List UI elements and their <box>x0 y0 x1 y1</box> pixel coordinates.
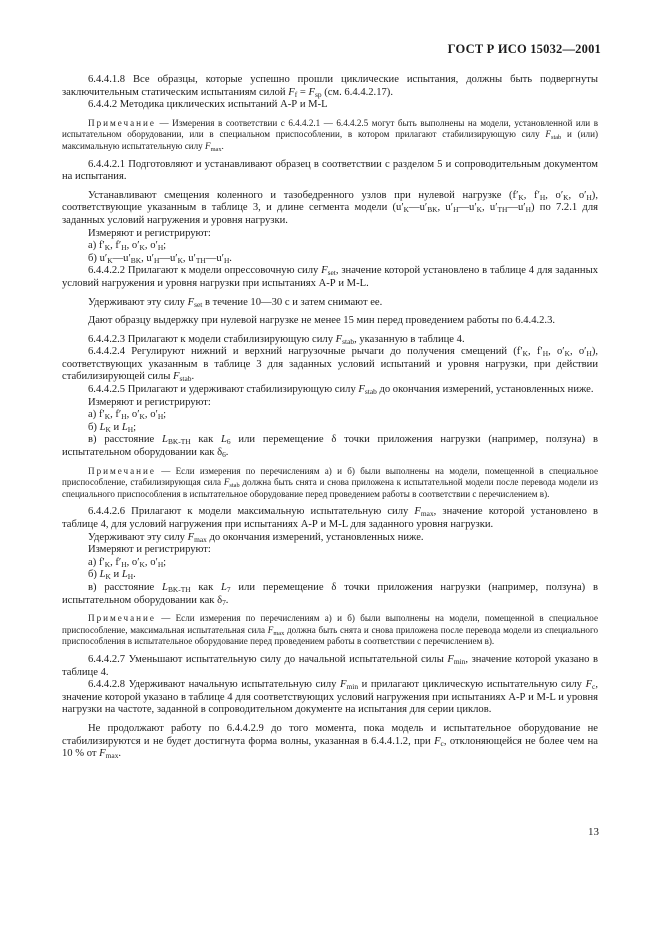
paragraph: 6.4.4.2.4 Регулируют нижний и верхний нагрузочные рычаги до получения смещений ($f'_K$, $f'_H$, $o'_K$, $o'_H$), соответствующих указанным в таблице 3 для заданных условий испытаний и уровня нагрузки, при действии стабилизирующей силы $F_{stab}$. <box>62 346 598 384</box>
paragraph: Не продолжают работу по 6.4.4.2.9 до того момента, пока модель и испытательное оборудование не стабилизируются и не будет достигнута форма волны, указанная в 6.4.4.1.2, при $F_c$, отклоняющейся не более чем на 10 % от $F_{max}$. <box>62 722 598 761</box>
note-paragraph: Примечание — Если измерения по перечислениям а) и б) были выполнены на модели, помещенной в специальное приспособление, максимальная испытательная сила $F_{max}$ должна быть снята и снова приложена после перевода модели из специального приспособления в испытательное оборудование перед проведением работы в соответствии с перечислением в). <box>62 613 598 647</box>
paragraph: 6.4.4.2.3 Прилагают к модели стабилизирующую силу $F_{stab}$, указанную в таблице 4. <box>88 333 465 346</box>
document-body <box>62 74 598 761</box>
paragraph: 6.4.4.2.2 Прилагают к модели опрессовочную силу $F_{set}$, значение которой установлено в таблице 4 для заданных условий нагружения и уровня нагрузки при испытаниях А-Р и М-L. <box>62 265 599 289</box>
paragraph: 6.4.4.2.7 Уменьшают испытательную силу до начальной испытательной силы $F_{min}$, значение которой указано в таблице 4. <box>62 653 598 678</box>
page-number: 13 <box>588 826 599 838</box>
list-item: а) $f'_K$, $f'_H$, $o'_K$, $o'_H$; <box>88 240 167 253</box>
paragraph: 6.4.4.2.8 Удерживают начальную испытательную силу $F_{min}$ и прилагают циклическую испытательную силу $F_c$, значение которой указано в таблице 4 для соответствующих условий нагружения при испытаниях А-Р и М-L и уровня нагрузки на частоте, заданной в сопроводительном документе на испытания для серии циклов. <box>62 679 598 716</box>
paragraph: Измеряют и регистрируют: <box>88 396 211 408</box>
paragraph: Измеряют и регистрируют: <box>88 544 211 556</box>
list-item: б) $L_K$ и $L_H$. <box>88 569 136 582</box>
document-header: ГОСТ Р ИСО 15032—2001 <box>447 42 601 56</box>
list-item: в) расстояние $L_{BK-TH}$ как $L_6$ или перемещение δ точки приложения нагрузки (например, ползуна) в испытательном оборудовании как $\delta_6$. <box>62 434 598 460</box>
paragraph: 6.4.4.1.8 Все образцы, которые успешно прошли циклические испытания, должны быть подвергнуты заключительным статическим испытаниям силой $F_f = F_{sp}$ (см. 6.4.4.2.17). <box>62 74 598 99</box>
list-item: а) $f'_K$, $f'_H$, $o'_K$, $o'_H$; <box>88 409 167 422</box>
list-item: б) $u'_K—u'_{BK}$, $u'_H—u'_K$, $u'_{TH}—u'_H$. <box>88 252 232 265</box>
paragraph: 6.4.4.2.6 Прилагают к модели максимальную испытательную силу $F_{max}$, значение которой установлено в таблице 4, для условий нагружения при испытаниях А-Р и М-L для заданного уровня нагрузки. <box>62 506 598 530</box>
list-item: а) $f'_K$, $f'_H$, $o'_K$, $o'_H$; <box>88 556 167 569</box>
paragraph: 6.4.4.2.5 Прилагают и удерживают стабилизирующую силу $F_{stab}$ до окончания измерений, установленных ниже. <box>88 384 594 397</box>
paragraph: Удерживают эту силу $F_{max}$ до окончания измерений, установленных ниже. <box>88 531 424 544</box>
paragraph: Измеряют и регистрируют: <box>88 227 211 239</box>
list-item: в) расстояние $L_{BK-TH}$ как $L_7$ или перемещение δ точки приложения нагрузки (например, ползуна) в испытательном оборудовании как $\delta_7$. <box>62 581 598 607</box>
paragraph: Дают образцу выдержку при нулевой нагрузке не менее 15 мин перед проведением работы по 6.4.4.2.3. <box>88 315 556 327</box>
list-item: б) $L_K$ и $L_H$; <box>88 421 137 434</box>
paragraph: 6.4.4.2.1 Подготовляют и устанавливают образец в соответствии с разделом 5 и сопроводительным документом на испытания. <box>62 158 598 183</box>
note-paragraph: Примечание — Если измерения по перечислениям а) и б) были выполнены на модели, помещенной в специальное приспособление, стабилизирующая сила $F_{stab}$ должна быть снята и снова приложена к испытательной модели после перевода модели из специального приспособления в испытательное оборудование перед проведением работы в соответствии с перечислением в). <box>62 465 598 499</box>
paragraph: 6.4.4.2 Методика циклических испытаний А-Р и М-L <box>88 99 328 111</box>
paragraph: Удерживают эту силу $F_{set}$ в течение 10—30 с и затем снимают ее. <box>88 296 383 309</box>
paragraph: Устанавливают смещения коленного и тазобедренного узлов при нулевой нагрузке ($f'_K$, $f'_H$, $o'_K$, $o'_H$), соответствующие указанным в таблице 3, и длине сегмента модели ($u'_K—u'_{BK}$, $u'_H—u'_K$, $u'_{TH}—u'_H$) по 7.2.1 для заданных условий нагружения и уровня нагрузки. <box>62 189 598 226</box>
note-paragraph: Примечание — Измерения в соответствии с 6.4.4.2.1 — 6.4.4.2.5 могут быть выполнены на модели, установленной или в испытательном оборудовании, или в специальном приспособлении, в котором прилагают стабилизирующую силу $F_{stab}$ и (или) максимальную испытательную силу $F_{max}$. <box>62 117 598 153</box>
